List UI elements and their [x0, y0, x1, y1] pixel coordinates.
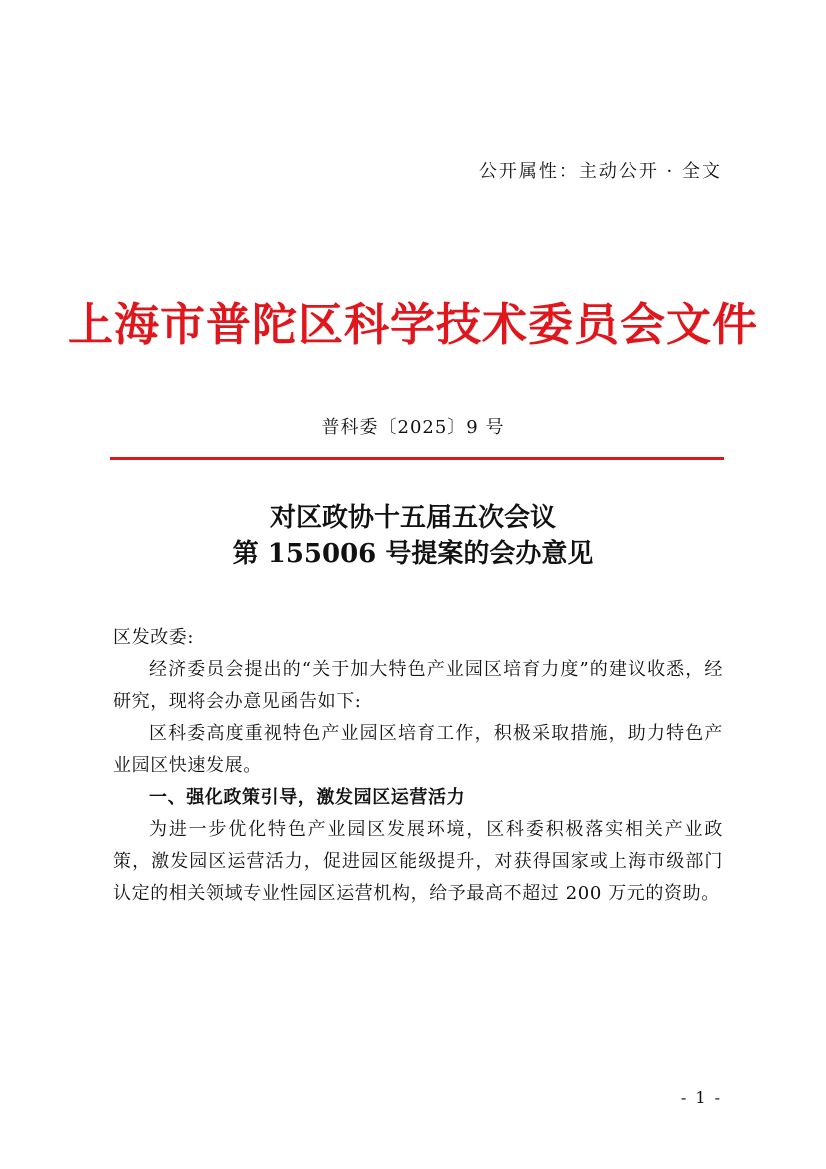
paragraph-2: 区科委高度重视特色产业园区培育工作，积极采取措施，助力特色产业园区快速发展。: [113, 723, 723, 776]
document-body: [113, 622, 723, 910]
document-title-line-1: 对区政协十五届五次会议: [269, 503, 556, 533]
document-title: [0, 500, 826, 572]
section-heading-1: 一、强化政策引导，激发园区运营活力: [149, 787, 466, 808]
disclosure-attribute: 公开属性：主动公开 · 全文: [478, 161, 722, 182]
document-title-line-2: 第 155006 号提案的会办意见: [232, 539, 594, 569]
issuer-title: 上海市普陀区科学技术委员会文件: [67, 298, 758, 351]
page-number: - 1 -: [680, 1088, 722, 1107]
red-divider-line: [110, 457, 724, 460]
salutation: 区发改委:: [113, 627, 195, 648]
document-number: 普科委〔2025〕9 号: [321, 417, 505, 438]
paragraph-3: 为进一步优化特色产业园区发展环境，区科委积极落实相关产业政策，激发园区运营活力，促进园区能级提升，对获得国家或上海市级部门认定的相关领域专业性园区运营机构，给予最高不超过 200 万元的资助。: [113, 819, 723, 904]
paragraph-1: 经济委员会提出的“关于加大特色产业园区培育力度”的建议收悉，经研究，现将会办意见函告如下:: [113, 659, 723, 712]
